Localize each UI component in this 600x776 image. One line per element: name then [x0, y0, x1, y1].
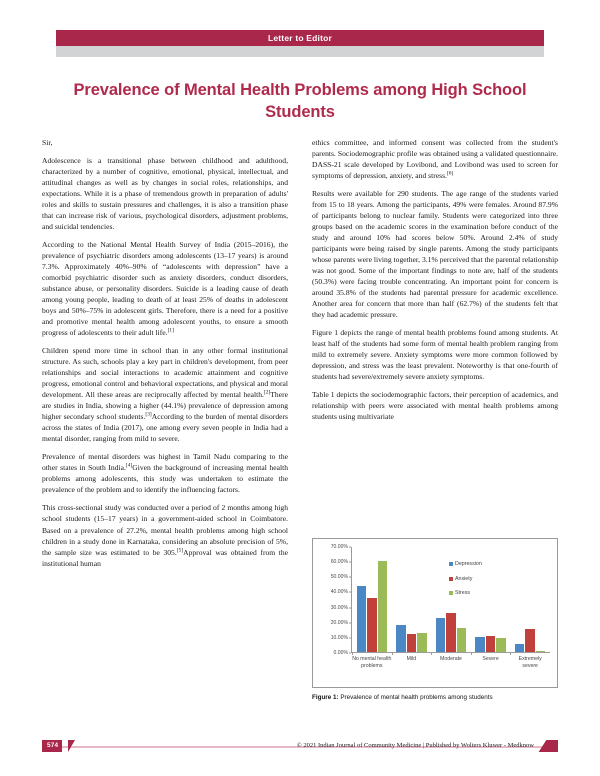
- bar: [457, 628, 467, 652]
- paragraph-5-text: This cross-sectional study was conducted over a period of 2 months among high school students (15–17 years) in a government-aided school in Coimbatore. Based on a prevalence of 27.2%, mental health problems among high school children in a study done in Karnataka, considering an absolute precision of 5%, the sample size was estimated to be 305.: [42, 503, 288, 557]
- paragraph-4: [42, 451, 288, 495]
- bar-chart: [312, 538, 558, 688]
- bar: [436, 618, 446, 652]
- paragraph-2: [42, 239, 288, 338]
- paragraph-8: Figure 1 depicts the range of mental health problems found among students. At least half of the students had some form of mental health problem ranging from mild to extremely severe. Anxiety symptoms were more common followed by depression, and stress was the least prevalent. Noteworthy is that one-fourth of students had severe/extremely severe anxiety symptoms.: [312, 328, 558, 382]
- y-axis-tick: [349, 592, 352, 593]
- y-axis-tick: [349, 562, 352, 563]
- legend-swatch-icon: [449, 562, 453, 566]
- paragraph-3-cont: There are studies in India, showing a higher (44.1%) prevalence of depression among higher secondary school students.: [42, 390, 288, 422]
- reference-5[interactable]: [5]: [176, 547, 184, 554]
- y-axis-tick: [349, 547, 352, 548]
- bar: [486, 636, 496, 653]
- bar: [525, 629, 535, 652]
- y-axis-tick-label: 60.00%: [330, 559, 348, 566]
- y-axis-tick: [349, 607, 352, 608]
- chart-legend: [449, 561, 482, 605]
- bar: [357, 586, 367, 652]
- legend-item: [449, 576, 482, 582]
- legend-swatch-icon: [449, 591, 453, 595]
- bar: [446, 613, 456, 652]
- x-axis-category-label: Mild: [406, 656, 417, 662]
- legend-label: Depression: [455, 561, 482, 567]
- page-footer: [42, 740, 558, 753]
- legend-label: Stress: [455, 590, 471, 596]
- y-axis-tick-label: 40.00%: [330, 589, 348, 596]
- paragraph-3: [42, 345, 288, 444]
- legend-label: Anxiety: [455, 575, 473, 582]
- paragraph-3-text: Children spend more time in school than in any other formal institutional structure. As such, schools play a key part in children's development, from peer relationships and social interactions to academic attainment and cognitive progress, emotional control and behavioral expectations, and physical and moral development. All these areas are reciprocally affected by mental health.: [42, 346, 288, 400]
- x-axis: [351, 652, 550, 653]
- bar: [417, 633, 427, 652]
- page-number-tail-icon: [68, 740, 75, 752]
- left-column: [42, 137, 288, 576]
- reference-1[interactable]: [1]: [167, 327, 174, 334]
- y-axis-tick-label: 70.00%: [330, 544, 348, 550]
- paragraph-9: Table 1 depicts the sociodemographic factors, their perception of academics, and relationship with peers were associated with mental health problems among students using multivariate: [312, 390, 558, 422]
- y-axis-tick-label: 0.00%: [333, 650, 348, 656]
- reference-3[interactable]: [3]: [145, 411, 152, 418]
- legend-item: [449, 561, 482, 567]
- y-axis-tick-label: 50.00%: [330, 574, 348, 581]
- paragraph-3-cont2: According to the burden of mental disorders across the states of India (2017), one among every seven people in India had a mental disorder, ranging from mild to severe.: [42, 412, 288, 444]
- bar: [536, 651, 546, 652]
- legend-item: [449, 590, 482, 596]
- section-label: Letter to Editor: [56, 30, 544, 46]
- page-title: Prevalence of Mental Health Problems among High School Students: [73, 81, 527, 121]
- salutation: Sir,: [42, 138, 53, 147]
- bar-group: [510, 547, 550, 652]
- x-axis-category-label: Extremely severe: [518, 656, 542, 669]
- page-header: [56, 30, 544, 57]
- figure-caption: [312, 694, 558, 702]
- x-axis-category-label: Severe: [482, 656, 499, 662]
- bar: [407, 634, 417, 652]
- paragraph-5: [42, 502, 288, 568]
- bar: [378, 561, 388, 652]
- bar: [515, 644, 525, 652]
- legend-swatch-icon: [449, 577, 453, 581]
- y-axis-tick: [349, 622, 352, 623]
- bar-group: [352, 547, 392, 652]
- y-axis-tick-label: 20.00%: [330, 619, 348, 626]
- page-number: 574: [42, 740, 62, 752]
- paragraph-7: Results were available for 290 students. The age range of the students varied from 15 to 18 years. Among the participants, 49% were females. Around 87.9% of participants belong to nuclear family. Students were categorized into three groups based on the academic scores in the examination before conduct of the study and around 10% had scores below 50%. Around 2.4% of study participants were being raised by single parents. Among the study participants whose parents were living together, 3.1% perceived that the parental relationship was not good. Some of the important findings to note are, half of the students (50.3%) were facing trouble concentrating. An important point for concern is around 35.8% of the students had parental pressure for academic excellence. Another area for concern that more than half (62.7%) of the students felt that they had academic pressure.: [312, 189, 558, 320]
- bar: [367, 598, 377, 652]
- y-axis-tick-label: 30.00%: [330, 604, 348, 611]
- figure-caption-text: Prevalence of mental health problems among students: [338, 694, 493, 701]
- paragraph-4-cont: Given the background of increasing mental health problems among adolescents, this study was undertaken to estimate the prevalence of the problem and to identify the influencing factors.: [42, 463, 288, 495]
- bar: [475, 637, 485, 652]
- y-axis-tick: [349, 653, 352, 654]
- paragraph-5-cont: Approval was obtained from the institutional human: [42, 547, 288, 568]
- figure-caption-label: Figure 1:: [312, 694, 339, 701]
- paragraph-2-text: According to the National Mental Health Survey of India (2015–2016), the prevalence of psychiatric disorders among adolescents (13–17 years) is around 7.3%. Approximately 40%–90% of “adolescents with depression” have a comorbid psychiatric disorder such as anxiety disorders, conduct disorders, substance abuse, or personality disorders. Suicide is a leading cause of death among young people, leading to death of at least 25% of deaths in adolescent boys and 50%–75% in adolescent girls. Therefore, there is a need for a positive and promotive mental health among adolescent youths, to ensure a smooth progress of adolescents to their adult life.: [42, 240, 288, 338]
- x-axis-category-label: Moderate: [440, 656, 462, 662]
- footer-copyright: © 2021 Indian Journal of Community Medicine | Published by Wolters Kluwer - Medknow: [296, 742, 534, 749]
- reference-4[interactable]: [4]: [125, 462, 133, 469]
- reference-2[interactable]: [2]: [263, 389, 271, 396]
- reference-6[interactable]: [6]: [446, 170, 454, 177]
- paragraph-4-text: Prevalence of mental disorders was highest in Tamil Nadu comparing to the other states in South India.: [42, 452, 288, 473]
- x-axis-labels: [352, 655, 550, 685]
- right-column: [312, 137, 558, 429]
- bar-group: [392, 547, 432, 652]
- x-axis-category-label: No mental health problems: [352, 656, 392, 669]
- figure-1: [312, 538, 558, 702]
- paragraph-1: Adolescence is a transitional phase between childhood and adulthood, characterized by a number of cognitive, emotional, physical, intellectual, and attitudinal changes as well as by changes in social roles, relationships, and expectations. While it is a phase of tremendous growth in preparation of adults' roles and skills to sustain pressures and challenges, it is also a transition phase that can increase risk of various, psychological disorders, adjustment problems, and suicidal tendencies.: [42, 156, 288, 232]
- bar: [396, 625, 406, 652]
- y-axis-tick-label: 10.00%: [330, 634, 348, 641]
- y-axis-tick: [349, 637, 352, 638]
- y-axis-tick: [349, 577, 352, 578]
- paragraph-6: [312, 137, 558, 181]
- bar: [496, 638, 506, 652]
- paragraph-6-text: ethics committee, and informed consent was collected from the student's parents. Sociodemographic profile was obtained using a validated questionnaire. DASS-21 scale developed by Lovibond, and Lovibond was used to screen for symptoms of depression, anxiety, and stress.: [312, 138, 558, 181]
- header-subbar: [56, 46, 544, 57]
